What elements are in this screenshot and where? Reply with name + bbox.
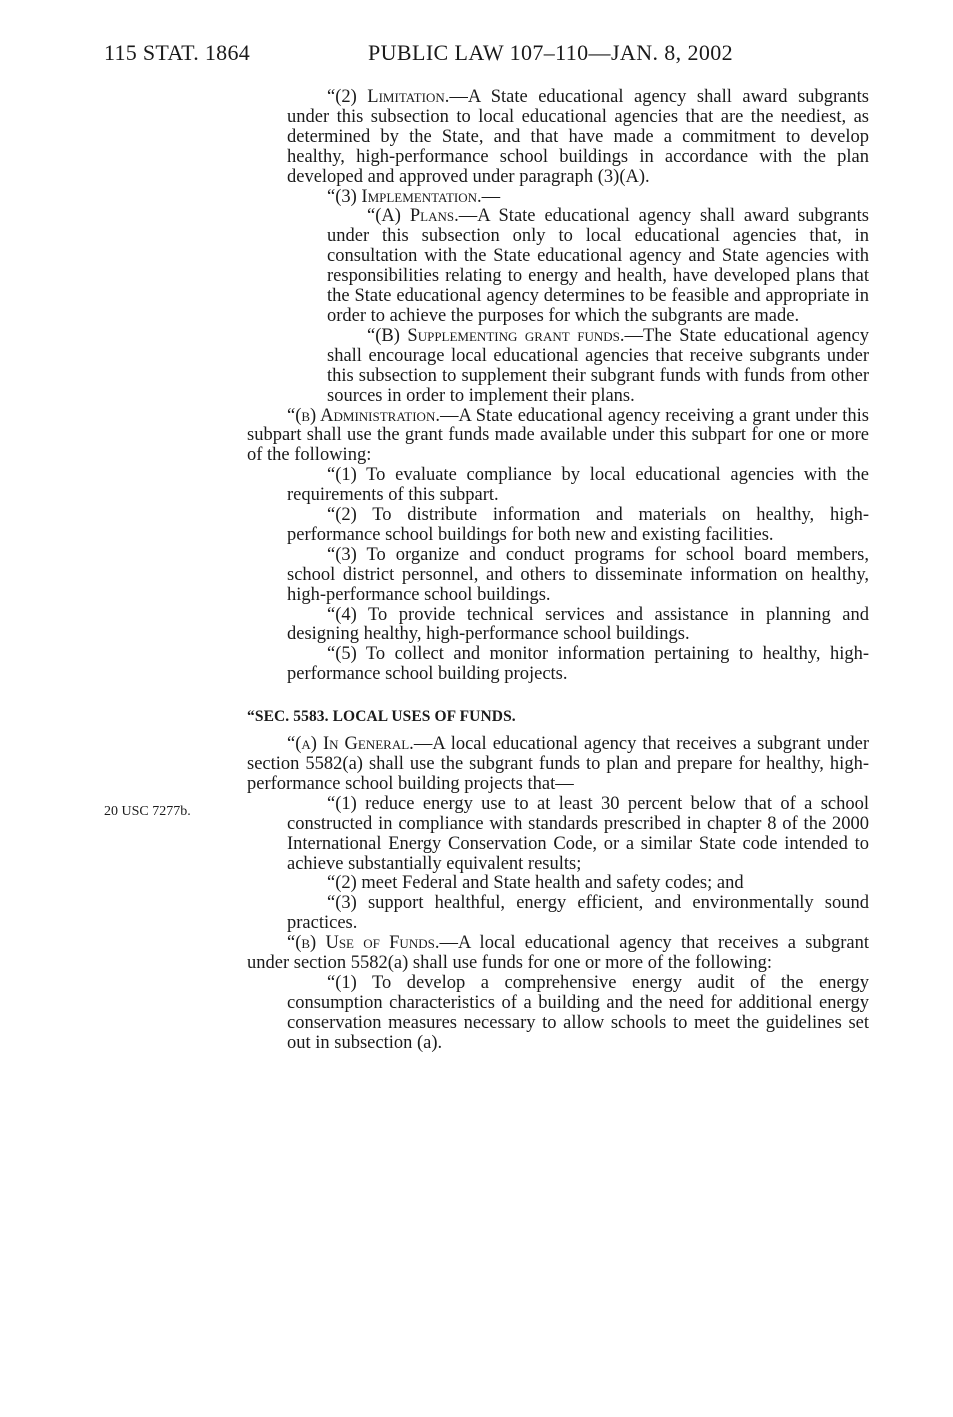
general-text: —A local educational agency that receives a subgrant under section 5582(a) shall use the subgrant funds to plan and prepare for healthy, high-performance school building projects that— xyxy=(247,734,869,794)
admin-item-2: “(2) To distribute information and materials on healthy, high-performance school buildings for both new and existing facilities. xyxy=(287,505,869,545)
use-label: “(b) Use of Funds. xyxy=(287,933,440,954)
implementation-label: “(3) Implementation.— xyxy=(327,186,501,207)
limitation-text: —A State educational agency shall award subgrants under this subsection to local educational agencies that are the neediest, as determined by the State, and that have made a commitment to develop healthy, high-performance school buildings in accordance with the plan developed and approved under paragraph (3)(A). xyxy=(287,87,869,187)
admin-item-5: “(5) To collect and monitor information pertaining to healthy, high-performance school building projects. xyxy=(287,644,869,685)
paragraph-administration xyxy=(247,407,869,467)
general-item-2: “(2) meet Federal and State health and safety codes; and xyxy=(327,873,744,894)
admin-item-1: “(1) To evaluate compliance by local educational agencies with the requirements of this subpart. xyxy=(287,465,869,506)
administration-text: —A State educational agency receiving a grant under this subpart shall use the grant funds made available under this subpart for one or more of the following: xyxy=(247,405,869,466)
page-header xyxy=(104,38,764,68)
paragraph-use-of-funds xyxy=(247,934,869,974)
limitation-label: “(2) Limitation. xyxy=(327,87,450,107)
paragraph-plans xyxy=(327,207,869,326)
paragraph-supplementing xyxy=(327,327,869,407)
general-item-3: “(3) support healthful, energy efficient, and environmentally sound practices. xyxy=(287,893,869,934)
admin-item-3: “(3) To organize and conduct programs for school board members, school district personnel, and others to disseminate information on healthy, high-performance school buildings. xyxy=(287,544,869,605)
paragraph-in-general xyxy=(247,735,869,795)
plans-label: “(A) Plans. xyxy=(367,206,459,227)
use-text: —A local educational agency that receives a subgrant under section 5582(a) shall use funds for one or more of the following: xyxy=(247,933,869,974)
general-item-1: “(1) reduce energy use to at least 30 percent below that of a school constructed in compliance with standards prescribed in chapter 8 of the 2000 International Energy Conservation Code, or a similar State code intended to achieve substantially equivalent results; xyxy=(287,793,869,874)
general-label: “(a) In General. xyxy=(287,734,414,755)
section-heading: “SEC. 5583. LOCAL USES OF FUNDS. xyxy=(247,708,516,726)
supplementing-text: —The State educational agency shall encourage local educational agencies that receive subgrants under this subsection to supplement their subgrant funds with funds from other sources in order to implement their plans. xyxy=(327,325,869,406)
plans-text: —A State educational agency shall award subgrants under this subsection only to local educational agencies that, in consultation with the State educational agency and State agencies with responsibilities relating to energy and health, have developed plans that the State educational agency determines to be feasible and appropriate in order to achieve the purposes for which the subgrants are made. xyxy=(327,206,869,326)
paragraph-implementation xyxy=(287,188,869,208)
paragraph-limitation xyxy=(287,88,869,188)
statute-page-number: 115 STAT. 1864 xyxy=(104,40,251,65)
margin-citation: 20 USC 7277b. xyxy=(104,804,191,819)
document-body xyxy=(247,88,869,1054)
admin-item-4: “(4) To provide technical services and assistance in planning and designing healthy, high-performance school buildings. xyxy=(287,604,869,645)
use-item-1: “(1) To develop a comprehensive energy audit of the energy consumption characteristics of a building and the need for additional energy conservation measures necessary to allow schools to meet the guidelines set out in subsection (a). xyxy=(287,972,869,1053)
supplementing-label: “(B) Supplementing grant funds. xyxy=(367,325,625,346)
public-law-title: PUBLIC LAW 107–110—JAN. 8, 2002 xyxy=(368,40,734,65)
administration-label: “(b) Administration. xyxy=(287,405,440,426)
